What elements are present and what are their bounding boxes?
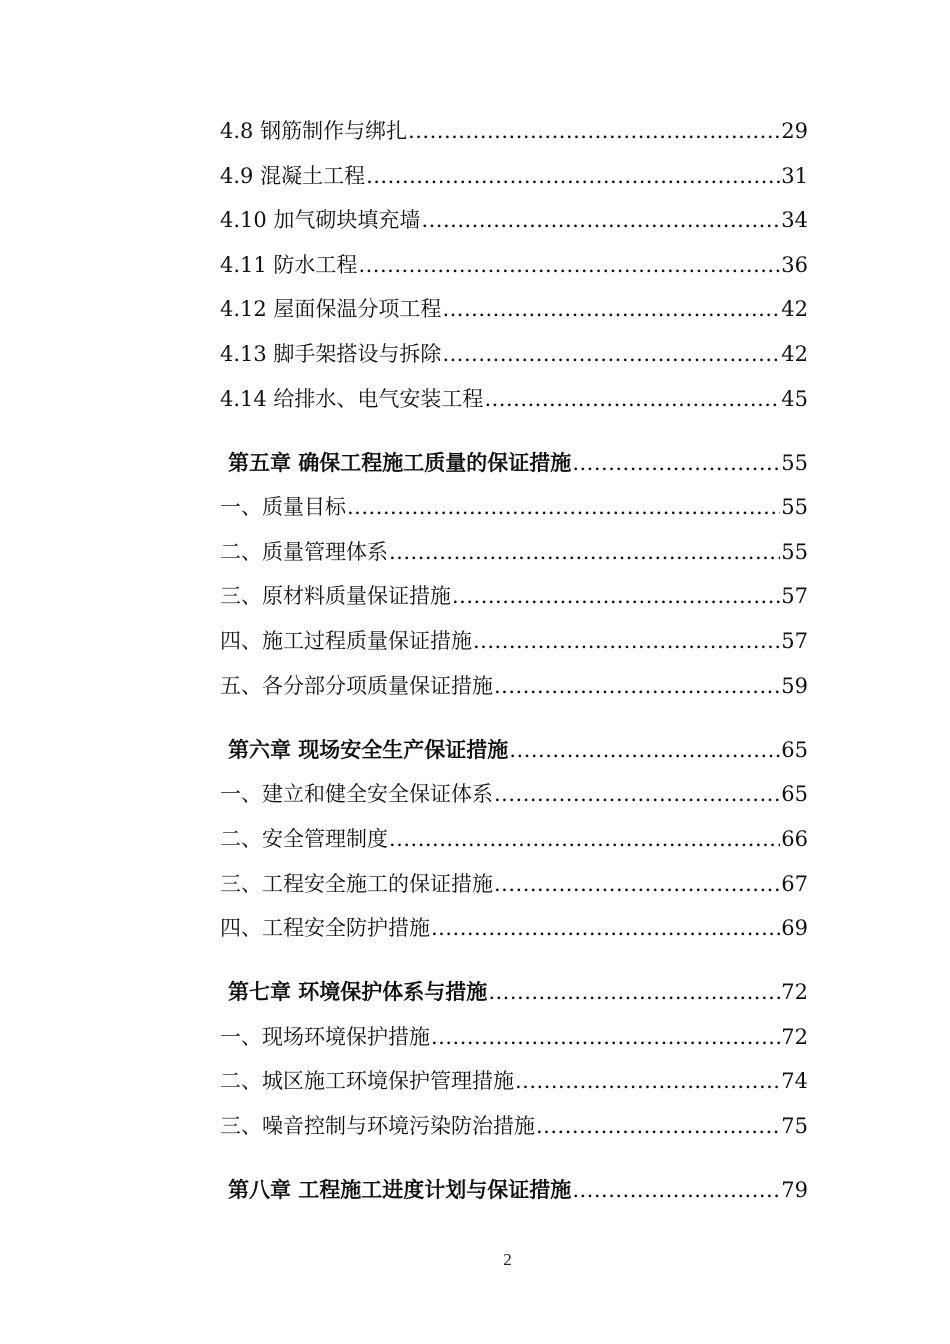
toc-entry-page: 65 bbox=[781, 737, 808, 762]
toc-entry-page: 55 bbox=[781, 495, 808, 520]
toc-entry[interactable] bbox=[220, 485, 808, 530]
toc-entry-title: 四、施工过程质量保证措施 bbox=[220, 629, 472, 654]
dot-leader bbox=[442, 287, 780, 332]
toc-entry[interactable] bbox=[220, 109, 808, 154]
toc-entry[interactable] bbox=[220, 574, 808, 619]
toc-chapter-entry[interactable] bbox=[220, 441, 808, 486]
toc-entry[interactable] bbox=[220, 664, 808, 709]
toc-entry-page: 75 bbox=[781, 1113, 808, 1138]
toc-entry-page: 34 bbox=[781, 208, 808, 233]
dot-leader bbox=[408, 109, 780, 154]
toc-entry[interactable] bbox=[220, 243, 808, 288]
page-number: 2 bbox=[503, 1250, 512, 1269]
toc-entry-title: 一、建立和健全安全保证体系 bbox=[220, 782, 493, 807]
toc-entry[interactable] bbox=[220, 377, 808, 422]
dot-leader bbox=[572, 1168, 780, 1213]
dot-leader bbox=[473, 619, 780, 664]
toc-chapter-entry[interactable] bbox=[220, 728, 808, 773]
dot-leader bbox=[572, 441, 780, 486]
toc-entry-page: 45 bbox=[781, 386, 808, 411]
toc-entry[interactable] bbox=[220, 906, 808, 951]
toc-entry[interactable] bbox=[220, 1104, 808, 1149]
toc-entry-title: 五、各分部分项质量保证措施 bbox=[220, 673, 493, 698]
dot-leader bbox=[509, 728, 780, 773]
toc-entry[interactable] bbox=[220, 1015, 808, 1060]
dot-leader bbox=[494, 772, 780, 817]
dot-leader bbox=[536, 1104, 780, 1149]
dot-leader bbox=[484, 377, 780, 422]
toc-entry-title: 二、安全管理制度 bbox=[220, 826, 388, 851]
dot-leader bbox=[442, 332, 780, 377]
toc-entry[interactable] bbox=[220, 530, 808, 575]
dot-leader bbox=[347, 485, 780, 530]
toc-entry-title: 4.12 屋面保温分项工程 bbox=[220, 297, 442, 322]
toc-chapter-entry[interactable] bbox=[220, 970, 808, 1015]
toc-entry-title: 一、现场环境保护措施 bbox=[220, 1024, 430, 1049]
dot-leader bbox=[431, 906, 780, 951]
toc-entry-title: 4.14 给排水、电气安装工程 bbox=[220, 386, 484, 411]
dot-leader bbox=[452, 574, 780, 619]
dot-leader bbox=[488, 970, 780, 1015]
table-of-contents bbox=[220, 109, 808, 1213]
toc-entry-title: 4.11 防水工程 bbox=[220, 252, 358, 277]
toc-entry-title: 三、工程安全施工的保证措施 bbox=[220, 871, 493, 896]
toc-entry-page: 36 bbox=[781, 252, 808, 277]
toc-entry-page: 72 bbox=[781, 980, 808, 1005]
toc-entry-page: 57 bbox=[781, 584, 808, 609]
toc-entry-page: 31 bbox=[781, 163, 808, 188]
dot-leader bbox=[515, 1059, 780, 1104]
dot-leader bbox=[494, 664, 780, 709]
toc-entry-title: 4.9 混凝土工程 bbox=[220, 163, 366, 188]
toc-entry-title: 第六章 现场安全生产保证措施 bbox=[228, 736, 509, 762]
toc-entry[interactable] bbox=[220, 817, 808, 862]
toc-entry[interactable] bbox=[220, 332, 808, 377]
toc-entry[interactable] bbox=[220, 862, 808, 907]
toc-chapter-entry[interactable] bbox=[220, 1168, 808, 1213]
toc-entry-title: 4.13 脚手架搭设与拆除 bbox=[220, 341, 442, 366]
dot-leader bbox=[366, 154, 780, 199]
toc-entry-page: 69 bbox=[781, 916, 808, 941]
toc-entry-page: 72 bbox=[781, 1024, 808, 1049]
dot-leader bbox=[421, 198, 780, 243]
toc-entry-title: 四、工程安全防护措施 bbox=[220, 916, 430, 941]
dot-leader bbox=[389, 530, 780, 575]
dot-leader bbox=[358, 243, 780, 288]
toc-entry-page: 42 bbox=[781, 297, 808, 322]
toc-entry-page: 59 bbox=[781, 673, 808, 698]
toc-entry-title: 三、原材料质量保证措施 bbox=[220, 584, 451, 609]
toc-entry-page: 57 bbox=[781, 629, 808, 654]
toc-entry-title: 第七章 环境保护体系与措施 bbox=[228, 979, 488, 1005]
toc-entry-title: 二、质量管理体系 bbox=[220, 539, 388, 564]
dot-leader bbox=[389, 817, 780, 862]
toc-entry-title: 4.10 加气砌块填充墙 bbox=[220, 208, 421, 233]
toc-entry-title: 三、噪音控制与环境污染防治措施 bbox=[220, 1113, 535, 1138]
toc-entry[interactable] bbox=[220, 772, 808, 817]
dot-leader bbox=[431, 1015, 780, 1060]
toc-entry-page: 65 bbox=[781, 782, 808, 807]
toc-entry-title: 二、城区施工环境保护管理措施 bbox=[220, 1069, 514, 1094]
toc-entry[interactable] bbox=[220, 1059, 808, 1104]
toc-entry-page: 29 bbox=[781, 119, 808, 143]
dot-leader bbox=[494, 862, 780, 907]
toc-entry[interactable] bbox=[220, 619, 808, 664]
toc-entry-page: 67 bbox=[781, 871, 808, 896]
toc-entry[interactable] bbox=[220, 198, 808, 243]
toc-entry[interactable] bbox=[220, 154, 808, 199]
toc-entry-page: 55 bbox=[781, 539, 808, 564]
toc-entry-page: 79 bbox=[781, 1178, 808, 1203]
toc-entry-page: 55 bbox=[781, 450, 808, 475]
toc-entry-page: 42 bbox=[781, 341, 808, 366]
toc-entry-title: 第五章 确保工程施工质量的保证措施 bbox=[228, 449, 572, 475]
toc-entry-page: 66 bbox=[781, 826, 808, 851]
toc-entry[interactable] bbox=[220, 287, 808, 332]
toc-entry-title: 4.8 钢筋制作与绑扎 bbox=[220, 119, 408, 143]
toc-entry-title: 第八章 工程施工进度计划与保证措施 bbox=[228, 1177, 572, 1203]
toc-entry-page: 74 bbox=[781, 1069, 808, 1094]
toc-entry-title: 一、质量目标 bbox=[220, 495, 346, 520]
